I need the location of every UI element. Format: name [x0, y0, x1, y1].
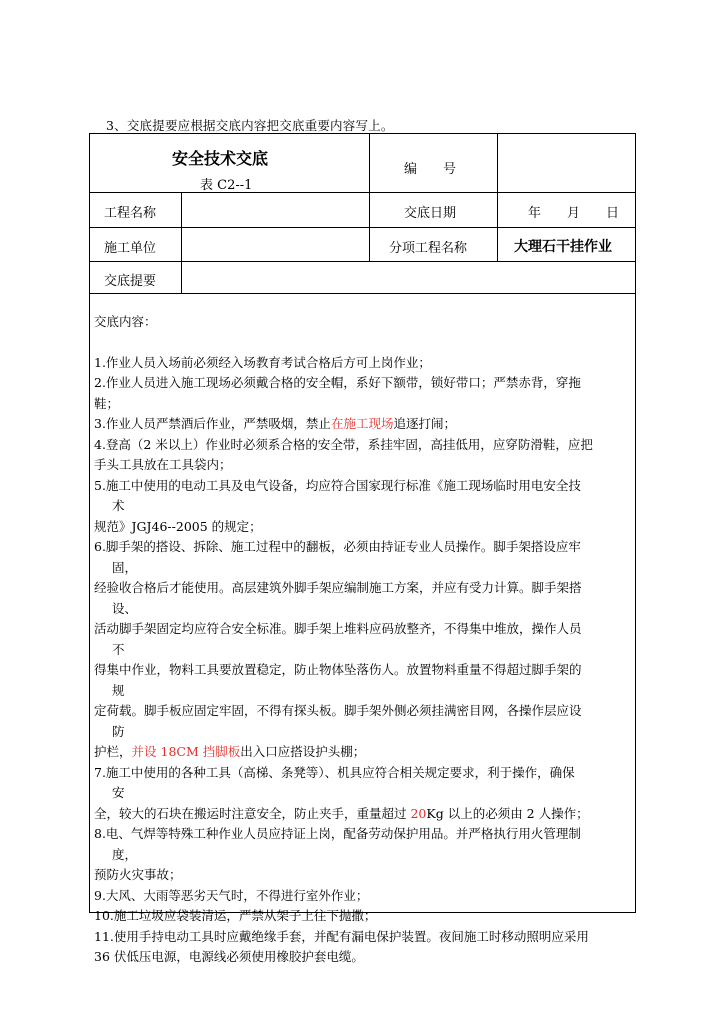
unit-label: 施工单位	[104, 241, 157, 256]
item-6-line-8: 规	[112, 682, 125, 698]
item-6-line-6: 不	[112, 641, 125, 657]
item-7-line-2: 安	[112, 785, 125, 800]
item-6-highlight: 并设 18CM 挡脚板	[131, 744, 241, 759]
item-8-line-1: 8.电、气焊等特殊工种作业人员应持证上岗，配备劳动保护用品。并严格执行用火管理制	[94, 826, 581, 841]
item-5-line-1: 5.施工中使用的电动工具及电气设备，均应符合国家现行标准《施工现场临时用电安全技	[94, 477, 581, 493]
item-1: 1.作业人员入场前必须经入场教育考试合格后方可上岗作业；	[94, 354, 431, 370]
item-11	[94, 927, 634, 968]
item-6-line-11	[94, 742, 634, 763]
unit-field[interactable]	[183, 231, 368, 259]
item-4	[94, 435, 634, 476]
item-3-text-b: 追逐打闹；	[393, 416, 456, 431]
item-6-line-5: 活动脚手架固定均应符合安全标准。脚手架上堆料应码放整齐，不得集中堆放，操作人员	[94, 621, 582, 636]
item-6	[94, 537, 634, 763]
date-label: 交底日期	[404, 206, 457, 221]
item-7-line-1: 7.施工中使用的各种工具（高梯、条凳等）、机具应符合相关规定要求，利于操作，确保	[94, 764, 575, 780]
item-6-line-4: 设、	[112, 600, 138, 616]
table-number: 表 C2--1	[200, 178, 253, 193]
item-7-text-b: Kg 以上的必须由 2 人操作；	[426, 805, 589, 821]
item-2	[94, 373, 634, 414]
item-6-line-9: 定荷载。脚手板应固定牢固，不得有探头板。脚手架外侧必须挂满密目网，各操作层应设	[94, 703, 582, 718]
top-note: 3、交底提要应根据交底内容把交底重要内容写上。	[106, 118, 394, 133]
item-7-text-a: 全，较大的石块在搬运时注意安全，防止夹手，重量超过	[94, 805, 411, 821]
item-3-text-a: 3.作业人员严禁酒后作业，严禁吸烟，禁止	[94, 416, 331, 431]
item-11-line-2: 36 伏低压电源，电源线必须使用橡胶护套电缆。	[94, 949, 364, 964]
item-2-line-2: 鞋；	[94, 395, 120, 411]
item-3	[94, 414, 634, 435]
item-6-text-b: 出入口应搭设护头棚；	[240, 744, 366, 759]
item-6-line-1: 6.脚手架的搭设、拆除、施工过程中的翻板，必须由持证专业人员操作。脚手架搭设应牢	[94, 539, 581, 554]
summary-label: 交底提要	[104, 274, 157, 289]
form-title: 安全技术交底	[172, 149, 269, 168]
item-10: 10.施工垃圾应袋装清运，严禁从架子上往下抛撒；	[94, 908, 377, 923]
sub-project-label: 分项工程名称	[389, 241, 468, 256]
item-6-line-2: 固，	[112, 559, 138, 575]
number-field[interactable]	[499, 140, 634, 190]
item-2-line-1: 2.作业人员进入施工现场必须戴合格的安全帽，系好下额带，锁好带口；严禁赤背，穿拖	[94, 375, 581, 390]
item-7-line-3	[94, 804, 634, 825]
item-7-highlight: 20	[410, 805, 427, 821]
item-5-line-2: 术	[112, 498, 125, 513]
item-6-line-7: 得集中作业，物料工具要放置稳定，防止物体坠落伤人。放置物料重量不得超过脚手架的	[94, 662, 582, 677]
item-6-line-10: 防	[112, 723, 125, 739]
item-3-highlight: 在施工现场	[330, 416, 394, 431]
date-value[interactable]: 年 月 日	[528, 206, 620, 221]
item-4-line-1: 4.登高（2 米以上）作业时必须系合格的安全带，系挂牢固，高挂低用，应穿防滑鞋，应把	[94, 436, 593, 452]
item-5	[94, 476, 634, 538]
content-body	[94, 312, 634, 968]
item-8	[94, 824, 634, 886]
item-5-line-3: 规范》JGJ46--2005 的规定；	[94, 518, 262, 534]
project-name-field[interactable]	[183, 196, 368, 225]
item-9: 9.大风、大雨等恶劣天气时，不得进行室外作业；	[94, 887, 369, 903]
item-7	[94, 763, 634, 825]
item-4-line-2: 手头工具放在工具袋内；	[94, 457, 232, 472]
number-label: 编 号	[404, 162, 457, 177]
summary-field[interactable]	[183, 264, 633, 291]
item-8-line-2: 度，	[112, 846, 138, 862]
item-8-line-3: 预防火灾事故；	[94, 867, 182, 882]
project-name-label: 工程名称	[104, 206, 157, 221]
item-11-line-1: 11.使用手持电动工具时应戴绝缘手套，并配有漏电保护装置。夜间施工时移动照明应采用	[94, 928, 589, 944]
item-6-text-a: 护栏，	[94, 744, 132, 759]
item-6-line-3: 经验收合格后才能使用。高层建筑外脚手架应编制施工方案，并应有受力计算。脚手架搭	[94, 580, 582, 595]
sub-project-value: 大理石干挂作业	[514, 239, 612, 255]
content-heading: 交底内容：	[94, 314, 157, 329]
